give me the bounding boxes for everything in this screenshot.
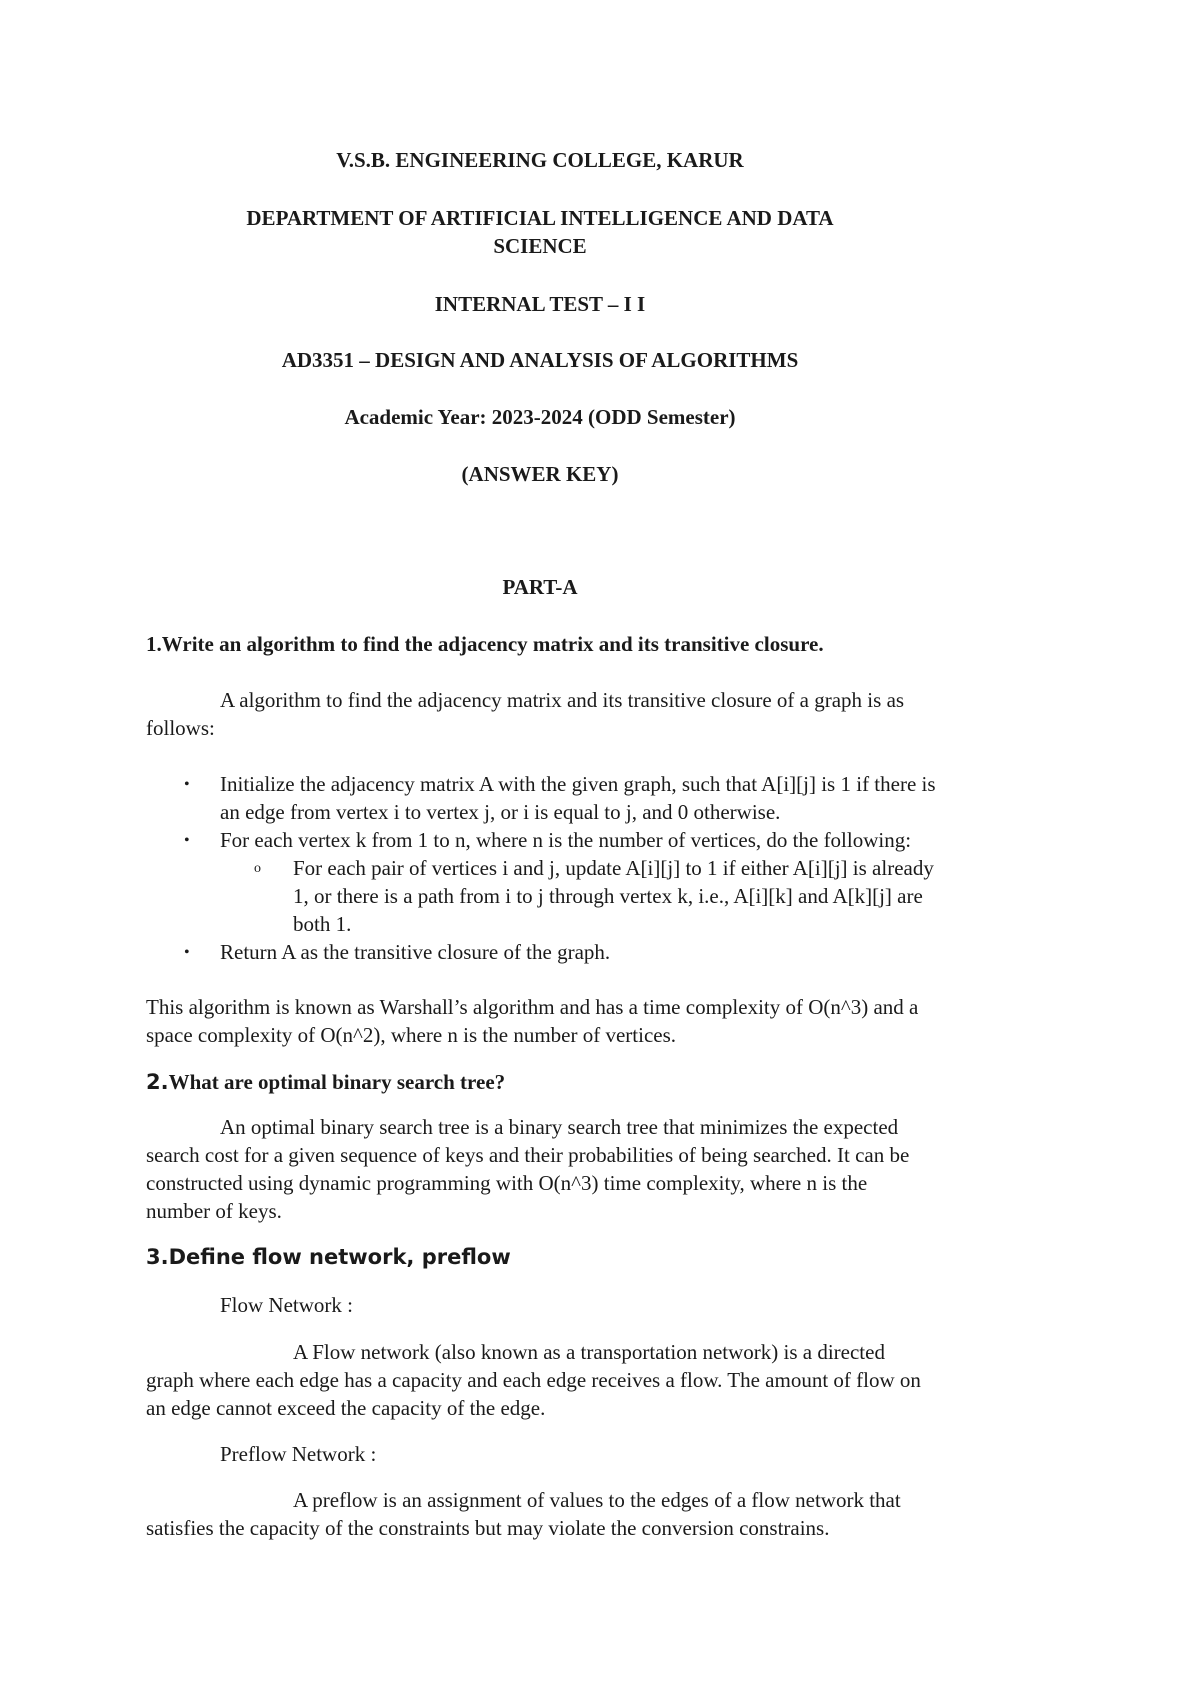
college-name: V.S.B. ENGINEERING COLLEGE, KARUR: [336, 148, 744, 172]
test-title: INTERNAL TEST – I I: [434, 292, 646, 316]
preflow-line-1: A preflow is an assignment of values to the edges of a flow network that: [293, 1488, 901, 1512]
academic-year: Academic Year: 2023-2024 (ODD Semester): [344, 405, 736, 429]
q1-sub-bullet-line-2: 1, or there is a path from i to j through vertex k, i.e., A[i][k] and A[k][j] are: [293, 884, 923, 908]
preflow-line-2: satisfies the capacity of the constraints but may violate the conversion constrains.: [146, 1516, 830, 1540]
q2-line-4: number of keys.: [146, 1199, 282, 1223]
bullet-icon: •: [184, 832, 190, 849]
q1-bullet-2-line-1: For each vertex k from 1 to n, where n is the number of vertices, do the following:: [220, 828, 912, 852]
q1-intro-line-1: A algorithm to find the adjacency matrix and its transitive closure of a graph is as: [220, 688, 905, 712]
department-line-2: SCIENCE: [493, 234, 587, 258]
q1-summary-line-2: space complexity of O(n^2), where n is the number of vertices.: [146, 1023, 677, 1047]
q1-summary-line-1: This algorithm is known as Warshall’s algorithm and has a time complexity of O(n^3) and a: [146, 995, 919, 1019]
question-2-title: [146, 1070, 505, 1095]
bullet-icon: •: [184, 944, 190, 961]
question-3-title: 3.Define flow network, preflow: [146, 1245, 511, 1269]
department-line-1: DEPARTMENT OF ARTIFICIAL INTELLIGENCE AND DATA: [246, 206, 834, 230]
q1-bullet-1-line-1: Initialize the adjacency matrix A with the given graph, such that A[i][j] is 1 if there is: [220, 772, 936, 796]
q2-line-3: constructed using dynamic programming with O(n^3) time complexity, where n is the: [146, 1171, 868, 1195]
q1-bullet-3-line-1: Return A as the transitive closure of the graph.: [220, 940, 611, 964]
q1-intro-line-2: follows:: [146, 716, 215, 740]
flow-line-2: graph where each edge has a capacity and each edge receives a flow. The amount of flow on: [146, 1368, 921, 1392]
question-1-title: 1.Write an algorithm to find the adjacency matrix and its transitive closure.: [146, 632, 824, 656]
flow-line-1: A Flow network (also known as a transportation network) is a directed: [293, 1340, 885, 1364]
bullet-icon: •: [184, 776, 190, 793]
sub-bullet-icon: o: [254, 861, 261, 876]
q1-bullet-1-line-2: an edge from vertex i to vertex j, or i is equal to j, and 0 otherwise.: [220, 800, 781, 824]
flow-line-3: an edge cannot exceed the capacity of the edge.: [146, 1396, 546, 1420]
course-title: AD3351 – DESIGN AND ANALYSIS OF ALGORITHMS: [281, 348, 799, 372]
answer-key-label: (ANSWER KEY): [461, 462, 619, 486]
question-2-text: What are optimal binary search tree?: [168, 1070, 506, 1094]
q1-sub-bullet-line-1: For each pair of vertices i and j, update A[i][j] to 1 if either A[i][j] is already: [293, 856, 934, 880]
question-2-number: 2.: [146, 1070, 169, 1094]
preflow-network-label: Preflow Network :: [220, 1442, 377, 1466]
flow-network-label: Flow Network :: [220, 1293, 353, 1317]
q2-line-1: An optimal binary search tree is a binary search tree that minimizes the expected: [220, 1115, 899, 1139]
q1-sub-bullet-line-3: both 1.: [293, 912, 352, 936]
part-a-heading: PART-A: [502, 575, 578, 599]
q2-line-2: search cost for a given sequence of keys and their probabilities of being searched. It can be: [146, 1143, 910, 1167]
